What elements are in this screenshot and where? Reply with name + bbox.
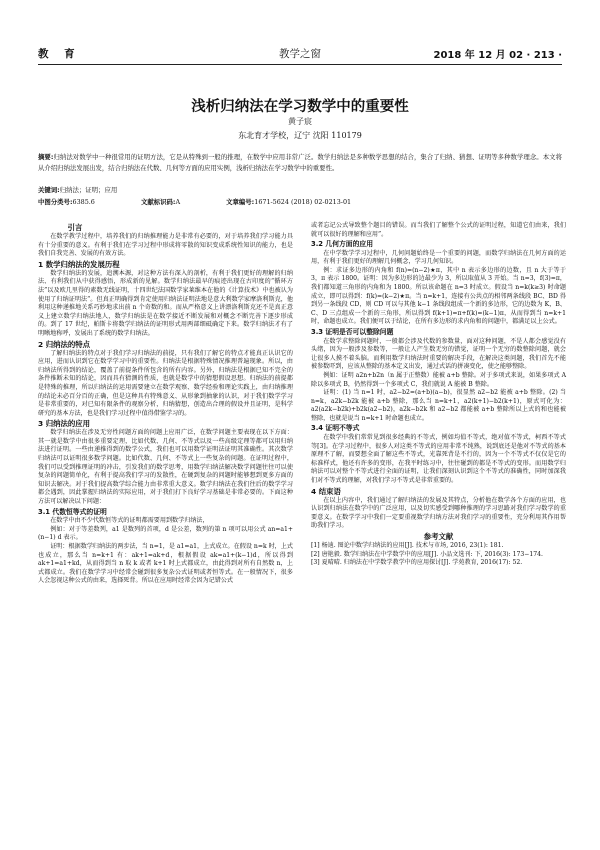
section-3-1-paragraph-3: 证明：根据数学归纳法的两步法，当 n=1，是 a1=a1，上式成立。在假设 n=k 时，上式也成立，那么当 n=k+1 有：ak+1=ak+d，根据假设 ak=a1+(k−1)d，所以得到 ak+1=a1+kd，从而得到当 n 取 k 或者 k+1 时上式都成立，由此得到对所有自然数 n，上式都成立。我们在数学学习中经常会碰到很多复杂公式证明或者恒等式。在一般情况下，很多人会忽视这种公式的由来，选择死背。所以在应用时经常会因为记错公式 [38,542,293,585]
section-3-3-heading: 3.3 证明是否可以整除问题 [311,328,394,337]
doc-code-label: 文献标识码: [140,198,176,206]
doc-code-value: A [175,198,181,206]
keywords-text: 归纳法；证明；应用 [59,186,118,194]
abstract-label: 摘要: [38,153,54,161]
section-4-heading: 4 结束语 [311,486,341,496]
section-3-2-paragraph-2: 例：求证多边形的内角和 f(n)=(n−2)★π，其中 n 表示多边形的边数，且 n 大于等于 3，π 表示 1800。证明：因为多边形的边最少为 3，所以取值从 3 开始。当 n=3，f(3)=π，我们都知道三角形的内角和为 1800。所以该命题在 n=3 时成立。假设当 n=k(k≥3) 时命题成立，即可以得到：f(k)=(k−2)★π。当 n=k+1，连接有公共点的相邻两条线段 BC、BD 得到另一条线段 CD，则 CD 可以与其他 k−1 条线段组成一个新的多边形，它的边数为 K，B、C、D 三点组成一个新的三角形，所以得到 f(k+1)=π+f(k)=(k−1)π，从而得到当 n=k+1 时，命题也成立。我们便可以于结论，在所有多边形的求内角和的问题中，都满足以上公式。 [311,266,566,326]
section-3-heading: 3 归纳法的应用 [38,419,91,429]
keywords-line [38,185,562,196]
section-2-paragraph: 了解归纳法的特点对于我们学习归纳法的前提，只有我们了解它的特点才能真正认识它的应用，进而认识到它在数学学习中的重要性。归纳法是根据特殊情况推理普遍现象。所以，由归纳法所得到的结论，覆盖了前提条件所包含的所有内容。另外，归纳法是根据已知不完全的条件推断未知的结论，因而具有猜测的性质，也就是数学中的猜想假设思想。归纳法的前提都是特殊的推理，所以归纳法的运用需要建立在数学观察、数学经验和理论实践上，由归纳推理的结论未必百分百的正确，但是这种具有特殊意义、从形象到抽象的认识，对于我们数学学习是非常重要的，对已知有限条件的观察分析，归纳猜想，创造出合理的假设并且证明，是科学研究的基本方法，也是我们学习过程中值得借鉴学习的。 [38,349,293,417]
article-author: 黄子宸 [288,117,312,126]
abstract [38,152,562,174]
continued-paragraph: 或者忘记公式导致整个题目的错误。而当我们了解整个公式的证明过程，知道它们由来，我们就可以很好的理解和应用”。 [311,222,566,238]
section-4-paragraph: 在以上内容中，我们通过了解归纳法的发展及其特点，分析他在数学各个方面的应用，也认识到归纳法在数学中的广泛应用，以及切实感受到哪种推理的学习思路对我们学习数学的重要意义。在数学学习中我们一定要重视数学归纳方法对我们学习的重要性，充分利用其作用帮助我们学习。 [311,496,566,530]
clc-label: 中图分类号: [38,198,73,206]
section-3-3-paragraph-1: 在数学求整除问题时，一般都会涉及代数的参数量，面对这种问题，不是人都会感觉没有头绪，因为一般涉及参数等，一般让人产生数无穷的错觉，证明一个无穷的数整除问题，就会让很多人摸不着头脑。而利用数学归纳法时重要的解决手段，在解决这类问题，我们首先不能被参数吓到，应该从整除的基本定义出发，通过式话的拼凑变化，使之能够整除。 [311,337,566,371]
header-rule [38,64,562,65]
section-3-2-paragraph-1: 在中学数学学习过程中，几何问题始终是一个重要的问题，而数学归纳法在几何方面的运用，有利于我们更好的理解几何概念，学习几何知识。 [311,249,566,266]
journal-name: 教 育 [38,48,81,60]
clc-value: 6385.6 [72,198,95,206]
intro-heading: 引言 [67,223,83,232]
abstract-text: 归纳法对数学中一种很常用的证明方法，它是从特殊到一般的推理，在数学中应用非常广泛。数学归纳法是多种数学思想的结合，集合了归纳、猜想、证明等多种数学理念。本文将从介绍归纳法发展出发，结合归纳法在代数、几何等方面的应用实例，浅析归纳法在学习数学中的重要性。 [38,153,562,172]
references-heading: 参考文献 [423,531,454,541]
issue-info: 2018 年 12 月 02 · 213 · [433,50,562,61]
reference-item: [1] 杨迪. 图论中数学归纳法的应用[J]. 技术与市场, 2016, 23(1): 181. [311,541,504,549]
reference-item: [2] 唐艳毅. 数学归纳法在中学数学中的应用[J]. 小品文选刊: 下, 2016(3): 173−174. [311,550,543,558]
section-3-paragraph: 数学归纳法在涉及无穷性问题方面的问题上应用广泛，在数学问题主要表现在以下方面：其一就是数学中由很多重要定理，比如代数、几何、不等式以及一些高级定理等都可以用归纳法进行证明。一些由递推得到的数学公式，我们也可以用数学证明法证明其准确性。其次数学归纳法可以证明很多数学问题。比如代数、几何、不等式上一些复杂的问题。在证明过程中，我们可以受到推理证明的冲击，引发我们的数学思考，用数学归纳法解决数学问题往往可以使复杂的问题简单化，有利于提高我们学习的发散性，在硬到复杂的问题时能够想到更多方面的知识去解决。对于我们提高数学综合能力由非常重大意义。数学归纳法在我们往后的数学学习都会遇到，因此掌握归纳法的实际应用，对于我们打下良好学习基础是非常必要的。下面这种方法可以解决以下问题： [38,429,293,506]
section-3-3-paragraph-2: 例如：证明 a2n+b2n（n 属于正整数）能被 a+b 整除。对于多项式来说，如果多项式 A 除以多项式 B，仍然得到一个多项式 C，我们就说 A 能被 B 整除。 [311,371,566,388]
article-title: 浅析归纳法在学习数学中的重要性 [191,98,409,115]
section-2-heading: 2 归纳法的特点 [38,339,91,349]
section-3-3-paragraph-3: 证明：(1) 当 n=1 时，a2−b2=(a+b)(a−b)，很显然 a2−b2 能被 a+b 整除。(2) 当 n=k，a2k−b2k 能被 a+b 整除，那么当 n=k+1，a2(k+1)−b2(k+1)，原式可化为：a2(a2k−b2k)+b2k(a2−b2)，a2k−b2k 和 a2−b2 都能被 a+b 整除所以上式的和也能被整除，也就是说当 n=k+1 时命题也成立。 [311,389,566,422]
page-header [38,46,562,62]
section-3-1-paragraph-2: 例如：对于等差数列，a1 是数列的首项，d 是公差，数列的第 n 项可以用公式 an=a1+(n−1) d 表示。 [38,525,293,542]
section-3-4-paragraph: 在数学中我们常常见到很多经典的不等式，例如均值不等式，绝对值不等式，柯西不等式等[3]。在学习过程中，很多人对这类不等式的应用非常不纯熟，说到底还是他对不等式的基本原理不了解，而要想全面了解这些不等式，光靠死背是不行的，因为一个不等式不仅仅是它的标准样式，他还有许多的变形，在我平时练习中，往往碰到的都是不等式的变形。而用数学归纳法可以对整个不等式进行全面的证明，让我们深刻认识到这个不等式的准确性，同时加深我们对不等式的理解，对我们学习不等式是非常重要的。 [311,433,566,484]
section-3-1-paragraph-1: 在数学中由不少代数恒等式的证明都需要用到数学归纳法， [50,517,209,525]
left-column [38,222,293,586]
intro-paragraph: 在数学教学过程中，培养我们的归纳推理能力是非常有必要的，对于培养我们学习能力具有十分重要的意义。有利于我们在学习过程中形成将零散的知识变成系统性知识的能力，也是我们自我完善、发展的有效方法。 [38,233,293,258]
article-no-label: 文章编号: [226,198,255,206]
right-column [311,222,566,568]
article-affiliation: 东北育才学校，辽宁 沈阳 110179 [238,131,362,140]
section-1-heading: 1 数学归纳法的发展历程 [38,259,120,269]
section-1-paragraph: 数学归纳法的发展，追溯本源，对这种方法有深入的剖析，有利于我们更好的理解的归纳法、有利我们从中获得感悟，形成新的见解。数学归纳法最早的痕迹出现在古印度的“循环方法”以及欧几里得的素数无线证明，十四世纪法国数学家莱维本在他的《计算技术》中也被认为使用了归纳证明法“。但真正明确得到肯定使用归纳法证明法地是意大利数学家摩洛利斯克，他利用这种递推地关系巧妙地求出前 n 个奇数的和。而从严格意义上讲漂洛利斯克还不是真正意义上建立数学归纳法地人，数学归纳法是在数学接近不断发展和对概念不断完善下逐步形成的。到了 17 世纪，帕斯卡将数学归纳法的证明形式用两部细砥确定下来。数学归纳法才有了明晰地称呼，发展出了系统的数学归纳法。 [38,269,293,337]
section-3-2-heading: 3.2 几何方面的应用 [311,240,373,249]
article-no-value: 1671-5624 (2018) 02-0213-01 [254,198,352,206]
section-3-1-heading: 3.1 代数恒等式的证明 [38,507,107,516]
column-name: 教学之窗 [279,48,321,60]
reference-item: [3] 夏晴晴. 归纳法在中学数学教学中的应用探讨[J]. 学苑教育, 2016(17): 52. [311,559,523,567]
section-3-4-heading: 3.4 证明不等式 [311,424,360,433]
keywords-label: 关键词: [38,186,60,194]
classification-line [38,197,562,208]
